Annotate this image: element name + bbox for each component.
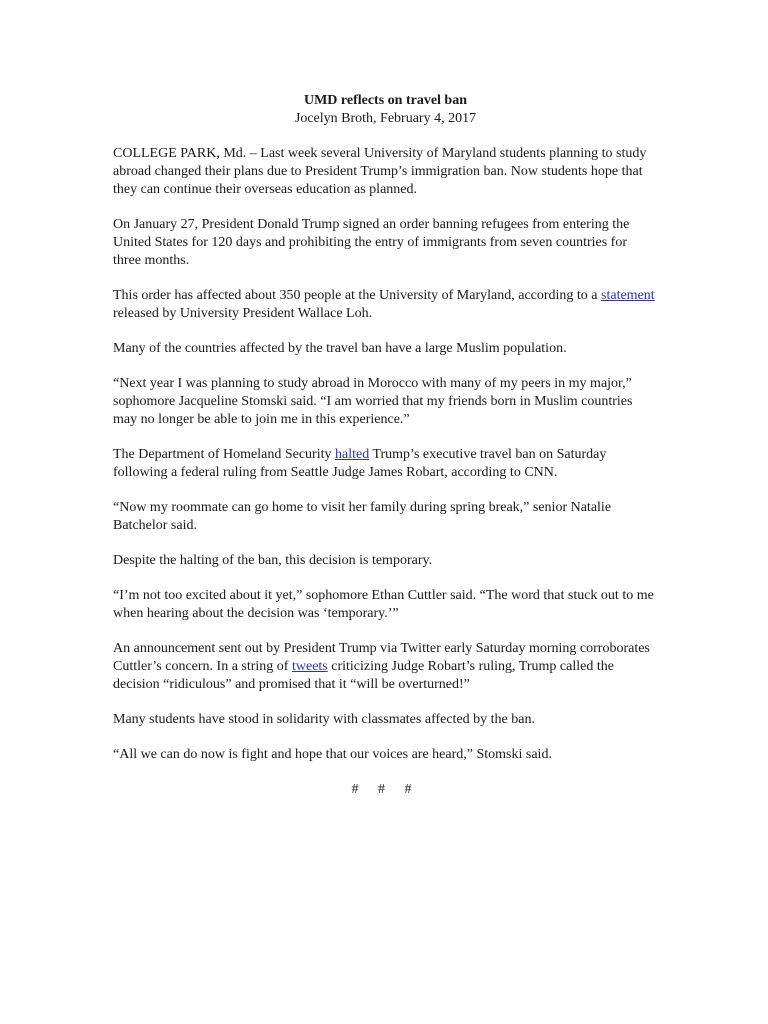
- article-byline: Jocelyn Broth, February 4, 2017: [294, 110, 477, 126]
- paragraph-10-text-after: criticizing Judge Robart’s ruling, Trump called the decision “ridiculous” and promised that it “will be overturned!”: [113, 658, 614, 692]
- tweets-link[interactable]: tweets: [291, 658, 328, 674]
- end-mark: # # #: [351, 782, 420, 798]
- halted-link[interactable]: halted: [334, 446, 370, 462]
- paragraph-6-text-before: The Department of Homeland Security: [113, 446, 335, 462]
- paragraph-3-text-after: released by University President Wallace Loh.: [113, 305, 373, 321]
- paragraph-8: Despite the halting of the ban, this decision is temporary.: [113, 552, 433, 568]
- paragraph-9: “I’m not too excited about it yet,” sophomore Ethan Cuttler said. “The word that stuck out to me when hearing about the decision was ‘temporary.’”: [113, 588, 654, 621]
- paragraph-12: “All we can do now is fight and hope that our voices are heard,” Stomski said.: [113, 747, 552, 763]
- paragraph-10: [113, 640, 658, 693]
- article-headline: UMD reflects on travel ban: [303, 93, 468, 108]
- paragraph-3: [113, 287, 658, 322]
- paragraph-10-text-before: An announcement sent out by President Trump via Twitter early Saturday morning corroborates Cuttler’s concern. In a string of: [113, 641, 650, 674]
- paragraph-7: “Now my roommate can go home to visit her family during spring break,” senior Natalie Batchelor said.: [113, 499, 612, 533]
- paragraph-3-text-before: This order has affected about 350 people at the University of Maryland, according to a: [113, 287, 602, 303]
- paragraph-5: “Next year I was planning to study abroad in Morocco with many of my peers in my major,” sophomore Jacqueline Stomski said. “I am worried that my friends born in Muslim countries may no longer be able to join me in this experience.”: [113, 376, 633, 427]
- paragraph-6: [113, 446, 658, 481]
- paragraph-6-text-after: Trump’s executive travel ban on Saturday following a federal ruling from Seattle Judge James Robart, according to CNN.: [113, 446, 607, 480]
- paragraph-1: COLLEGE PARK, Md. – Last week several University of Maryland students planning to study abroad changed their plans due to President Trump’s immigration ban. Now students hope that they can continue their overseas education as planned.: [113, 146, 647, 197]
- paragraph-11: Many students have stood in solidarity with classmates affected by the ban.: [113, 711, 535, 727]
- paragraph-4: Many of the countries affected by the travel ban have a large Muslim population.: [113, 340, 567, 356]
- paragraph-2: On January 27, President Donald Trump signed an order banning refugees from entering the United States for 120 days and prohibiting the entry of immigrants from seven countries for three months.: [113, 217, 630, 268]
- document-page: [113, 92, 658, 799]
- statement-link[interactable]: statement: [601, 287, 655, 303]
